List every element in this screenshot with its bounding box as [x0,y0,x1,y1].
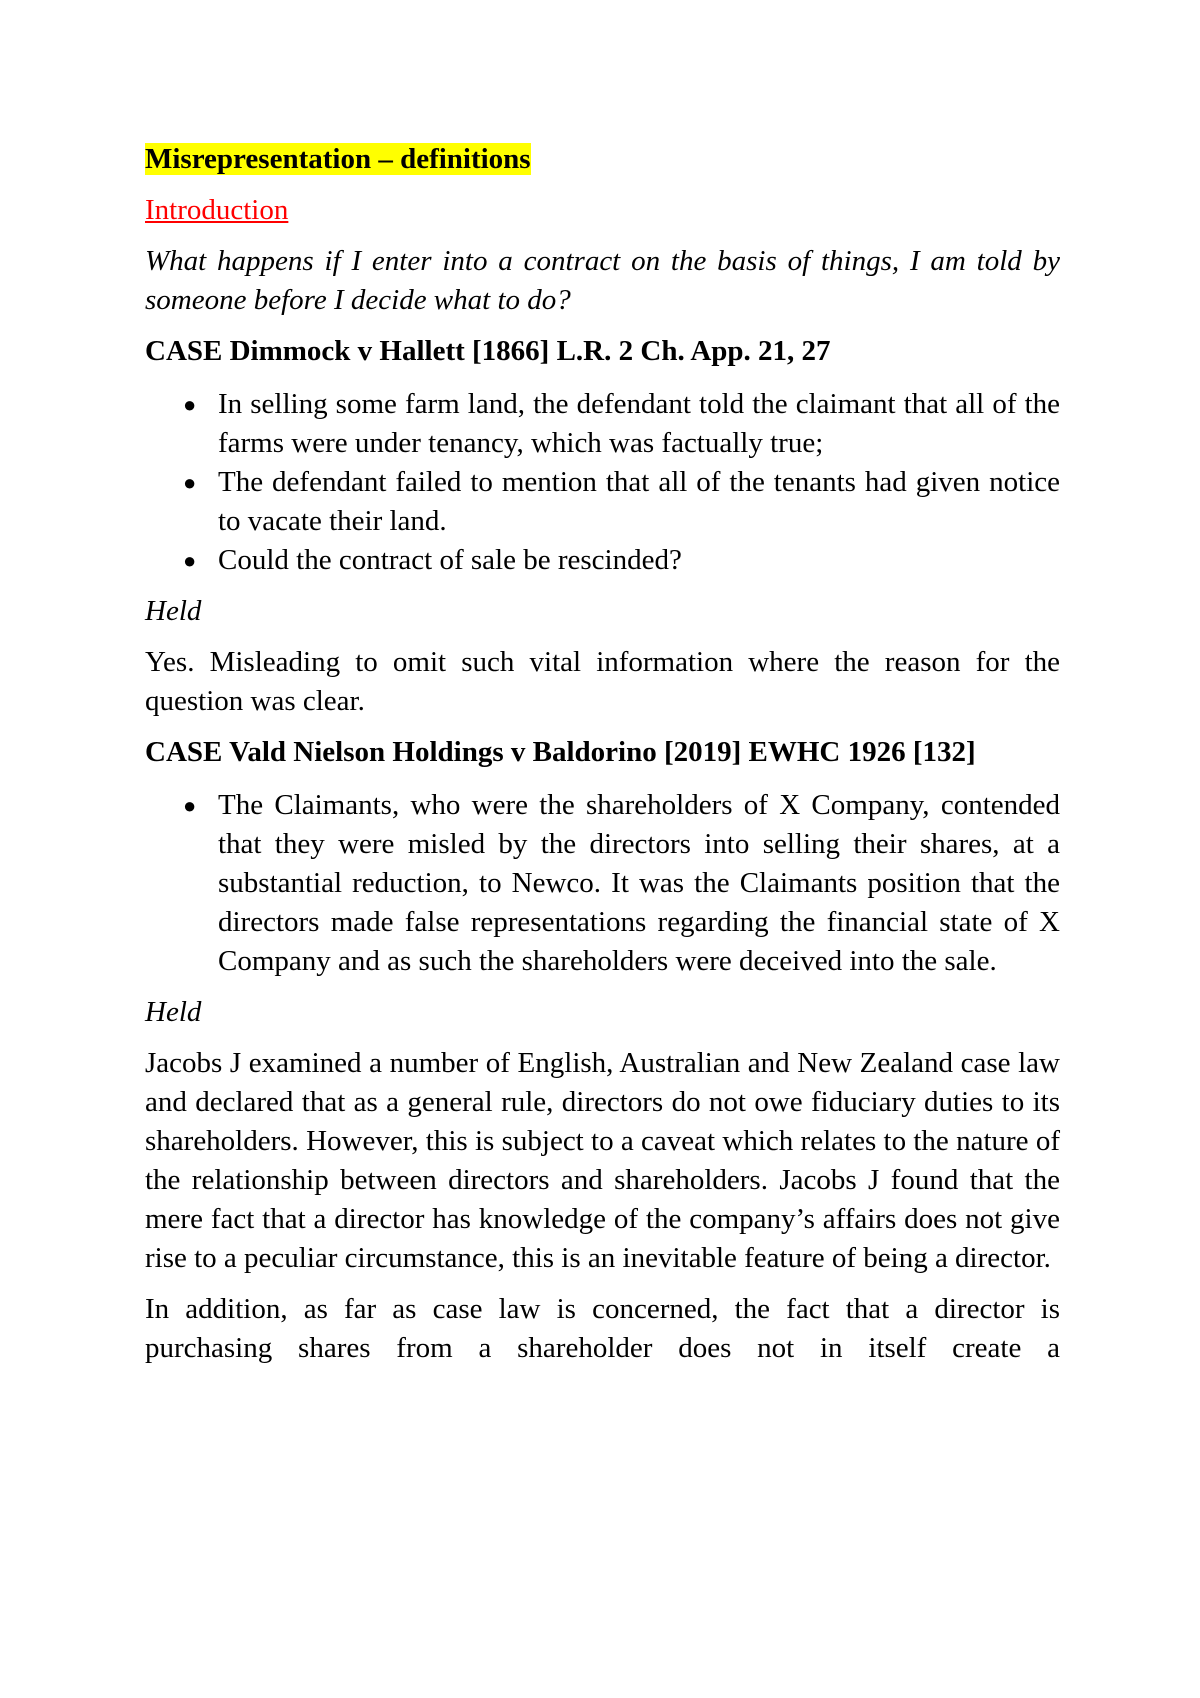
document-page [145,140,1060,1380]
held-label-vald: Held [145,996,202,1028]
bullet-icon: ● [183,392,197,417]
list-item: ● The defendant failed to mention that all of the tenants had given notice to vacate their land. [145,463,1060,541]
bullet-icon: ● [183,470,197,495]
case-facts-vald [145,786,1060,981]
held-label-dimmock: Held [145,595,202,627]
intro-question: What happens if I enter into a contract on the basis of things, I am told by someone before I decide what to do? [145,245,1060,316]
list-item: ● The Claimants, who were the shareholders of X Company, contended that they were misled by the directors into selling their shares, at a substantial reduction, to Newco. It was the Claimants position that the directors made false representations regarding the financial state of X Company and as such the shareholders were deceived into the sale. [145,786,1060,981]
case-heading-vald: CASE Vald Nielson Holdings v Baldorino [2019] EWHC 1926 [132] [145,736,976,768]
case-heading-dimmock: CASE Dimmock v Hallett [1866] L.R. 2 Ch. App. 21, 27 [145,335,831,367]
list-item: ● In selling some farm land, the defendant told the claimant that all of the farms were under tenancy, which was factually true; [145,385,1060,463]
held-paragraph-vald-1: Jacobs J examined a number of English, Australian and New Zealand case law and declared that as a general rule, directors do not owe fiduciary duties to its shareholders. However, this is subject to a caveat which relates to the nature of the relationship between directors and shareholders. Jacobs J found that the mere fact that a director has knowledge of the company’s affairs does not give rise to a peculiar circumstance, this is an inevitable feature of being a director. [145,1047,1060,1274]
held-paragraph-dimmock: Yes. Misleading to omit such vital information where the reason for the question was clear. [145,646,1060,717]
bullet-icon: ● [183,548,197,573]
case-facts-dimmock [145,385,1060,580]
held-paragraph-vald-2: In addition, as far as case law is concerned, the fact that a director is purchasing shares from a shareholder does not in itself create a [145,1293,1060,1364]
bullet-icon: ● [183,793,197,818]
introduction-heading: Introduction [145,194,289,226]
document-title: Misrepresentation – definitions [145,143,531,175]
list-item: ● Could the contract of sale be rescinded? [145,541,1060,580]
